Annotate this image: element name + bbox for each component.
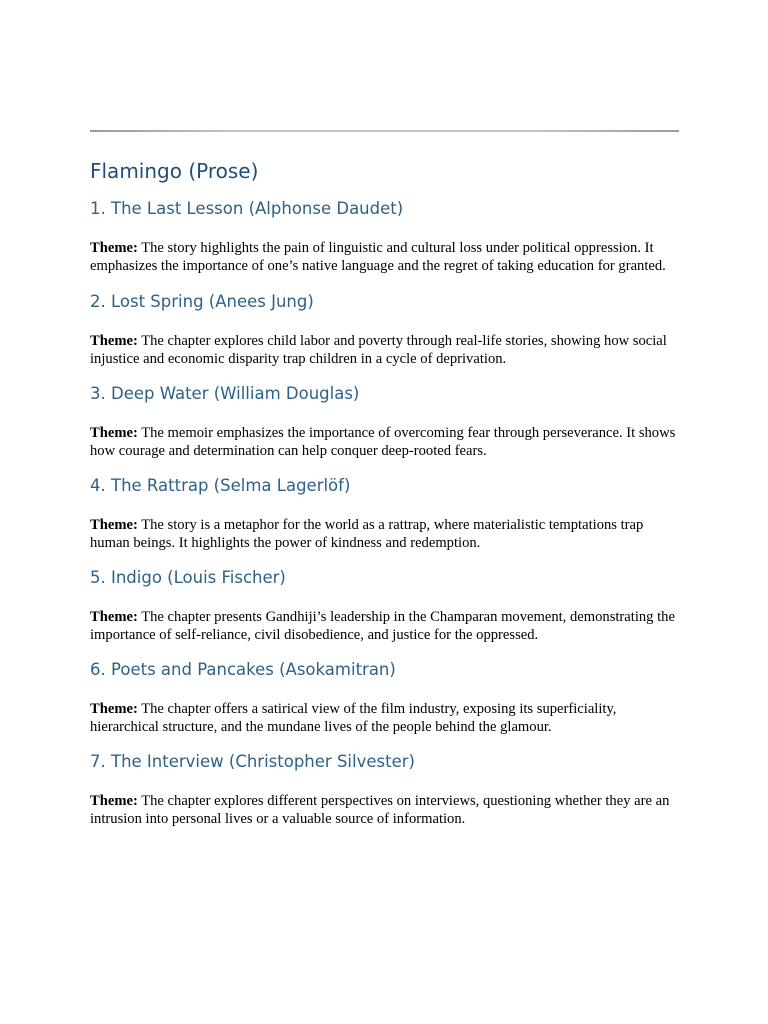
theme-text: The chapter offers a satirical view of the film industry, exposing its superficiality, hierarchical structure, and the mundane lives of the people behind the glamour. [90,701,617,735]
theme-text: The chapter presents Gandhiji’s leadership in the Champaran movement, demonstrating the importance of self-reliance, civil disobedience, and justice for the oppressed. [90,609,675,643]
theme-label: Theme: [90,701,138,717]
theme-label: Theme: [90,425,138,441]
section-heading: 7. The Interview (Christopher Silvester) [90,752,415,771]
section-theme [90,700,680,736]
document-content [90,156,680,828]
section-heading: 6. Poets and Pancakes (Asokamitran) [90,660,396,679]
section-lost-spring [90,291,680,368]
theme-label: Theme: [90,240,138,256]
theme-label: Theme: [90,517,138,533]
section-deep-water [90,383,680,460]
theme-label: Theme: [90,793,138,809]
theme-text: The chapter explores child labor and poverty through real-life stories, showing how social injustice and economic disparity trap children in a cycle of deprivation. [90,333,667,367]
horizontal-rule [90,130,679,132]
document-title: Flamingo (Prose) [90,159,259,183]
section-last-lesson [90,198,680,275]
theme-label: Theme: [90,609,138,625]
section-theme [90,608,680,644]
section-poets-and-pancakes [90,659,680,736]
theme-text: The chapter explores different perspectives on interviews, questioning whether they are an intrusion into personal lives or a valuable source of information. [90,793,670,827]
section-theme [90,792,680,828]
section-heading: 3. Deep Water (William Douglas) [90,384,360,403]
section-indigo [90,567,680,644]
section-theme [90,332,680,368]
section-theme [90,516,680,552]
section-interview [90,751,680,828]
section-rattrap [90,475,680,552]
theme-text: The story is a metaphor for the world as a rattrap, where materialistic temptations trap human beings. It highlights the power of kindness and redemption. [90,517,644,551]
section-heading: 2. Lost Spring (Anees Jung) [90,292,314,311]
section-heading: 1. The Last Lesson (Alphonse Daudet) [90,199,404,218]
section-heading: 4. The Rattrap (Selma Lagerlöf) [90,476,351,495]
section-theme [90,424,680,460]
theme-label: Theme: [90,333,138,349]
theme-text: The memoir emphasizes the importance of overcoming fear through perseverance. It shows how courage and determination can help conquer deep-rooted fears. [90,425,676,459]
section-heading: 5. Indigo (Louis Fischer) [90,568,286,587]
section-theme [90,239,680,275]
theme-text: The story highlights the pain of linguistic and cultural loss under political oppression. It emphasizes the importance of one’s native language and the regret of taking education for granted. [90,240,666,274]
